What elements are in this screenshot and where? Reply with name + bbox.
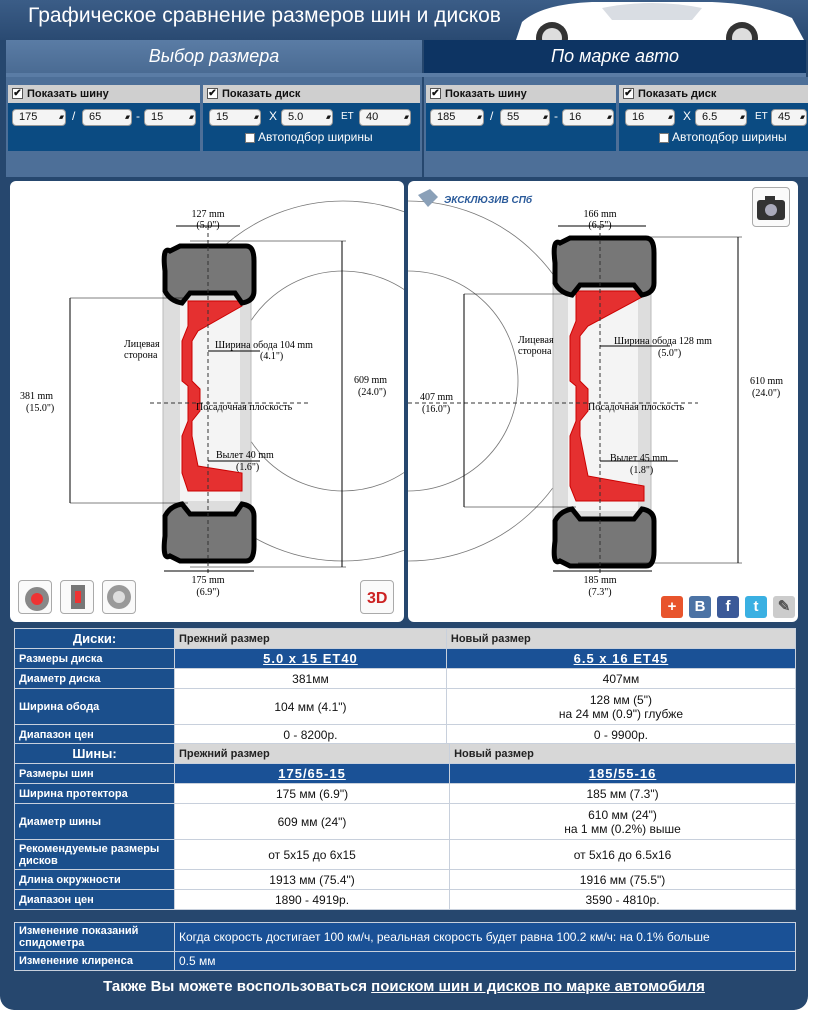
show-disc-label: Показать диск [638, 88, 717, 100]
top-width-inch: (5.0") [196, 220, 220, 231]
cell-new-line1: 128 мм (5") [589, 692, 652, 707]
bottom-width-label: 175 mm [191, 575, 225, 586]
tire-bottom [164, 504, 254, 561]
disc-group-old [203, 85, 420, 151]
cell-old: от 5x15 до 6x15 [175, 840, 450, 870]
tab-by-car[interactable]: По марке авто [424, 40, 806, 73]
bottom-width-label: 185 mm [583, 575, 617, 586]
tire-group-new [426, 85, 616, 151]
page-title: Графическое сравнение размеров шин и дисков [28, 4, 501, 27]
selector-panel-new [424, 77, 808, 177]
discs-section-title: Диски: [15, 629, 175, 649]
x-sep: X [269, 109, 278, 123]
new-size-header: Новый размер [446, 629, 795, 649]
face-label: Лицевая [124, 339, 160, 350]
cell-new: 1916 мм (75.5") [450, 870, 796, 890]
cell-old: 104 мм (4.1") [175, 689, 447, 725]
twitter-icon[interactable]: t [745, 596, 767, 618]
tire-top [164, 246, 254, 303]
disc-diameter-inch: (15.0") [26, 403, 55, 414]
cell-new-line1: 610 мм (24") [588, 807, 657, 822]
row-label: Размеры шин [15, 764, 175, 784]
new-disc-size-link[interactable]: 6.5 x 16 ET45 [446, 649, 795, 669]
wheel-icon [103, 581, 135, 613]
tire-diameter-inch: (24.0") [358, 387, 387, 398]
tab-by-size[interactable]: Выбор размера [6, 40, 422, 73]
row-label: Ширина обода [15, 689, 175, 725]
selector-panel-old [6, 77, 422, 177]
cell-new [450, 804, 796, 840]
cell-old: 381мм [175, 669, 447, 689]
disc-outline [408, 271, 518, 491]
tire-profile-select[interactable]: 55 ▴▾ [500, 109, 550, 126]
top-width-inch: (6.5") [588, 220, 612, 231]
tire-section-icon [61, 581, 93, 613]
screenshot-button[interactable] [752, 187, 790, 227]
disc-diameter-inch: (16.0") [422, 404, 451, 415]
auto-width-label: Автоподбор ширины [258, 130, 373, 144]
cell-new [446, 689, 795, 725]
show-tire-checkbox[interactable]: ✔ [13, 87, 22, 99]
cell-new: 3590 - 4810р. [450, 890, 796, 910]
tire-group-old [8, 85, 200, 151]
seat-label: Посадочная плоскость [196, 402, 293, 413]
view-3d-button[interactable] [360, 580, 394, 614]
show-disc-checkbox[interactable]: ✔ [624, 87, 633, 99]
old-size-header: Прежний размер [175, 744, 450, 764]
et-label: ET [341, 111, 354, 122]
tire-profile-select[interactable]: 65 ▴▾ [82, 109, 132, 126]
offset-label: Вылет 45 mm [610, 453, 668, 464]
summary-table [14, 922, 796, 971]
footer-text: Также Вы можете воспользоваться [103, 978, 372, 995]
auto-width-option[interactable] [245, 130, 373, 144]
row-label: Рекомендуемые размеры дисков [15, 840, 175, 870]
car-icon [512, 0, 808, 40]
tire-cut-icon [19, 581, 51, 613]
facebook-icon[interactable]: f [717, 596, 739, 618]
disc-et-select[interactable]: 40 ▴▾ [359, 109, 411, 126]
rim-width-label: Ширина обода 104 mm [215, 340, 313, 351]
face-label: Лицевая [518, 335, 554, 346]
disc-group-new [619, 85, 808, 151]
top-width-label: 127 mm [191, 209, 225, 220]
svg-text:3D: 3D [367, 590, 388, 607]
cell-new: 185 мм (7.3") [450, 784, 796, 804]
tire-top [554, 238, 654, 295]
cell-old: 1890 - 4919р. [175, 890, 450, 910]
tires-section-title: Шины: [15, 744, 175, 764]
new-tire-size-link[interactable]: 185/55-16 [450, 764, 796, 784]
show-tire-label: Показать шину [27, 88, 109, 100]
disc-diameter-label: 381 mm [20, 391, 54, 402]
auto-width-label: Автоподбор ширины [672, 130, 787, 144]
x-sep: X [683, 109, 692, 123]
brand-logo-icon [418, 189, 533, 207]
tire-rim-select[interactable]: 15 ▴▾ [144, 109, 196, 126]
tire-rim-select[interactable]: 16 ▴▾ [562, 109, 614, 126]
clearance-text: 0.5 мм [175, 952, 796, 971]
disc-diameter-select[interactable]: 16 ▴▾ [625, 109, 675, 126]
row-label: Ширина протектора [15, 784, 175, 804]
disc-width-select[interactable]: 5.0 ▴▾ [281, 109, 333, 126]
row-label: Диапазон цен [15, 890, 175, 910]
tire-diameter-label: 610 mm [750, 376, 784, 387]
brand-logo-text: ЭКСКЛЮЗИВ СПб [444, 195, 533, 206]
header [0, 0, 808, 40]
bottom-width-inch: (6.9") [196, 587, 220, 598]
share-plus-icon[interactable]: + [661, 596, 683, 618]
row-label: Диапазон цен [15, 725, 175, 745]
offset-label: Вылет 40 mm [216, 450, 274, 461]
rim-width-inch: (5.0") [658, 348, 682, 359]
disc-diameter-label: 407 mm [420, 392, 454, 403]
link-icon[interactable]: ✎ [773, 596, 795, 618]
new-size-header: Новый размер [450, 744, 796, 764]
discs-table [14, 628, 796, 745]
cell-new: 407мм [446, 669, 795, 689]
rim-width-label: Ширина обода 128 mm [614, 336, 712, 347]
tire-width-select[interactable]: 175 ▴▾ [12, 109, 66, 126]
speedometer-text: Когда скорость достигает 100 км/ч, реальная скорость будет равна 100.2 км/ч: на 0.1% больше [175, 923, 796, 952]
row-label: Диаметр шины [15, 804, 175, 840]
show-disc-label: Показать диск [222, 88, 301, 100]
seat-label: Посадочная плоскость [588, 402, 685, 413]
dash-sep: - [554, 109, 558, 123]
cell-old: 1913 мм (75.4") [175, 870, 450, 890]
disc-width-select[interactable]: 6.5 ▴▾ [695, 109, 747, 126]
old-size-header: Прежний размер [175, 629, 447, 649]
auto-width-checkbox[interactable] [659, 133, 669, 143]
slash-sep: / [72, 109, 76, 123]
show-tire-checkbox[interactable]: ✔ [431, 87, 440, 99]
cell-new-line2: на 24 мм (0.9") глубже [558, 706, 683, 721]
view-wheel-button[interactable] [102, 580, 136, 614]
view-cut-button[interactable] [18, 580, 52, 614]
cell-new: 0 - 9900р. [446, 725, 795, 745]
cell-old: 0 - 8200р. [175, 725, 447, 745]
row-label: Размеры диска [15, 649, 175, 669]
offset-inch: (1.6") [236, 462, 260, 473]
row-label: Длина окружности [15, 870, 175, 890]
tire-diameter-label: 609 mm [354, 375, 388, 386]
face-label-2: сторона [124, 350, 158, 361]
auto-width-option[interactable] [659, 130, 787, 144]
3d-icon [361, 581, 393, 613]
auto-width-checkbox[interactable] [245, 133, 255, 143]
top-width-label: 166 mm [583, 209, 617, 220]
bottom-width-inch: (7.3") [588, 587, 612, 598]
disc-et-select[interactable]: 45 ▴▾ [771, 109, 807, 126]
show-disc-checkbox[interactable]: ✔ [208, 87, 217, 99]
tire-diameter-inch: (24.0") [752, 388, 781, 399]
offset-inch: (1.8") [630, 465, 654, 476]
show-tire-label: Показать шину [445, 88, 527, 100]
footer [0, 978, 808, 995]
old-disc-size-link[interactable]: 5.0 x 15 ET40 [175, 649, 447, 669]
clearance-label: Изменение клиренса [15, 952, 175, 971]
cell-old: 175 мм (6.9") [175, 784, 450, 804]
cell-old: 609 мм (24") [175, 804, 450, 840]
view-section-button[interactable] [60, 580, 94, 614]
tire-bottom [554, 509, 654, 566]
face-label-2: сторона [518, 346, 552, 357]
slash-sep: / [490, 109, 494, 123]
diagram-old [10, 181, 404, 622]
dash-sep: - [136, 109, 140, 123]
row-label: Диаметр диска [15, 669, 175, 689]
tire-width-select[interactable]: 185 ▴▾ [430, 109, 484, 126]
et-label: ET [755, 111, 768, 122]
vk-icon[interactable]: B [689, 596, 711, 618]
search-by-car-link[interactable]: поиском шин и дисков по марке автомобиля [371, 978, 705, 995]
diagram-new [408, 181, 798, 622]
camera-icon [753, 188, 789, 226]
disc-diameter-select[interactable]: 15 ▴▾ [209, 109, 261, 126]
cell-new-line2: на 1 мм (0.2%) выше [564, 821, 681, 836]
rim-width-inch: (4.1") [260, 351, 284, 362]
tires-table [14, 743, 796, 910]
cell-new: от 5x16 до 6.5x16 [450, 840, 796, 870]
old-tire-size-link[interactable]: 175/65-15 [175, 764, 450, 784]
speedometer-label: Изменение показаний спидометра [15, 923, 175, 952]
